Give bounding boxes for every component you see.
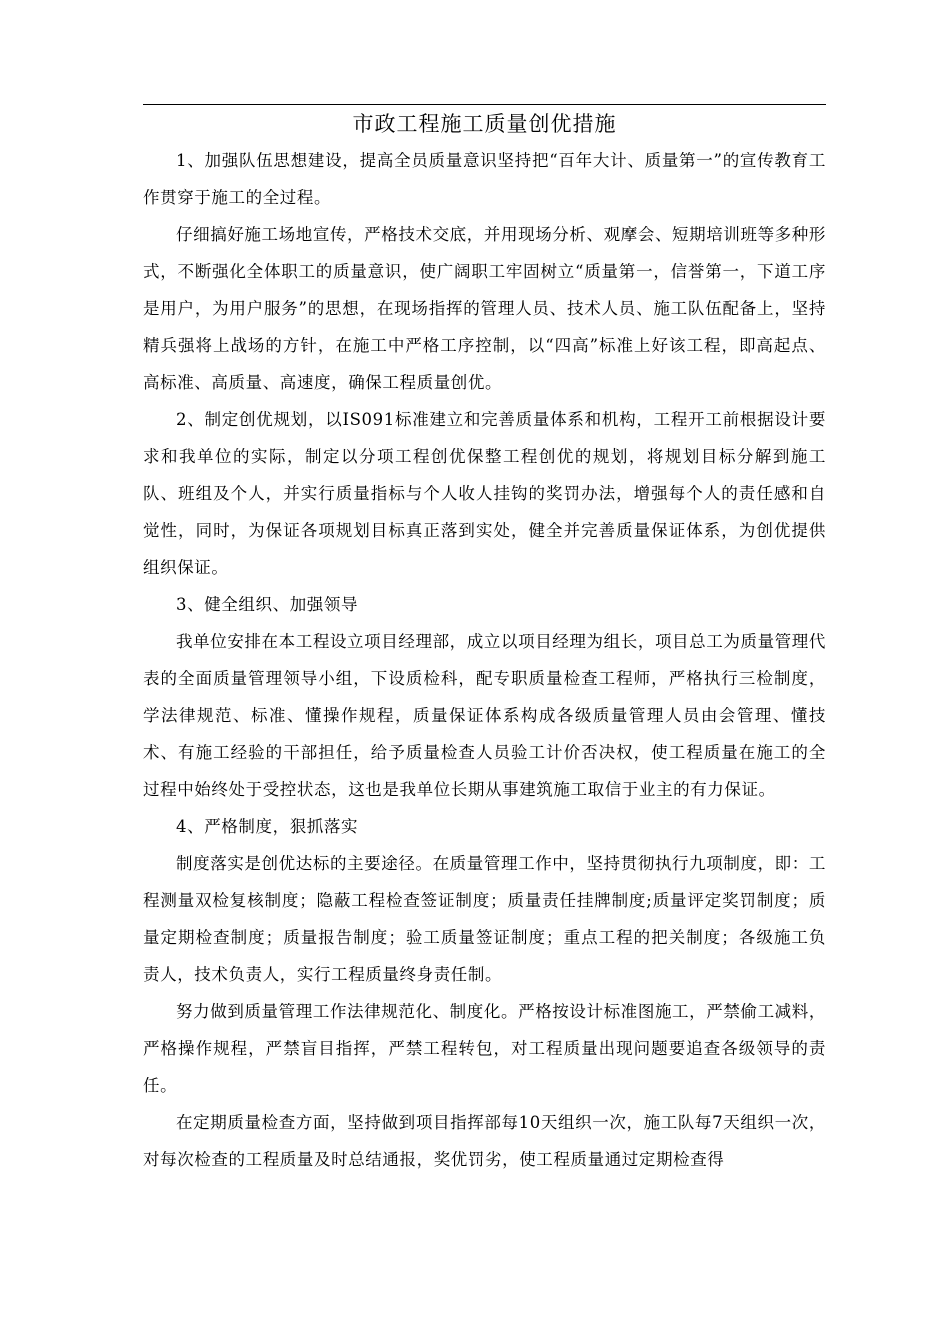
paragraph: 我单位安排在本工程设立项目经理部，成立以项目经理为组长，项目总工为质量管理代表的全面质量管理领导小组，下设质检科，配专职质量检查工程师，严格执行三检制度，学法律规范、标准、懂操作规程，质量保证体系构成各级质量管理人员由会管理、懂技术、有施工经验的干部担任，给予质量检查人员验工计价否决权，使工程质量在施工的全过程中始终处于受控状态，这也是我单位长期从事建筑施工取信于业主的有力保证。 <box>143 632 826 799</box>
paragraph: 制度落实是创优达标的主要途径。在质量管理工作中，坚持贯彻执行九项制度，即：工程测量双检复核制度；隐蔽工程检查签证制度；质量责任挂牌制度;质量评定奖罚制度；质量定期检查制度；质量报告制度；验工质量签证制度；重点工程的把关制度；各级施工负责人，技术负责人，实行工程质量终身责任制。 <box>143 854 826 984</box>
paragraph: 努力做到质量管理工作法律规范化、制度化。严格按设计标准图施工，严禁偷工减料，严格操作规程，严禁盲目指挥，严禁工程转包，对工程质量出现问题要追查各级领导的责任。 <box>143 1002 826 1095</box>
header-rule <box>143 104 826 105</box>
document-title: 市政工程施工质量创优措施 <box>352 112 617 136</box>
paragraph: 2、制定创优规划，以IS091标准建立和完善质量体系和机构，工程开工前根据设计要求和我单位的实际，制定以分项工程创优保整工程创优的规划，将规划目标分解到施工队、班组及个人，并实行质量指标与个人收人挂钩的奖罚办法，增强每个人的责任感和自觉性，同时，为保证各项规划目标真正落到实处，健全并完善质量保证体系，为创优提供组织保证。 <box>143 410 826 577</box>
paragraph: 仔细搞好施工场地宣传，严格技术交底，并用现场分析、观摩会、短期培训班等多种形式，不断强化全体职工的质量意识，使广阔职工牢固树立“质量第一，信誉第一，下道工序是用户，为用户服务”的思想，在现场指挥的管理人员、技术人员、施工队伍配备上，坚持精兵强将上战场的方针，在施工中严格工序控制，以“四高”标准上好该工程，即高起点、高标准、高质量、高速度，确保工程质量创优。 <box>143 225 826 392</box>
section-heading: 4、严格制度，狠抓落实 <box>176 817 359 836</box>
paragraph: 在定期质量检查方面，坚持做到项目指挥部每10天组织一次，施工队每7天组织一次，对每次检查的工程质量及时总结通报，奖优罚劣，使工程质量通过定期检查得 <box>143 1113 826 1169</box>
document-body <box>143 142 826 1178</box>
section-heading: 3、健全组织、加强领导 <box>176 595 359 614</box>
paragraph: 1、加强队伍思想建设，提高全员质量意识坚持把“百年大计、质量第一”的宣传教育工作贯穿于施工的全过程。 <box>143 151 826 207</box>
